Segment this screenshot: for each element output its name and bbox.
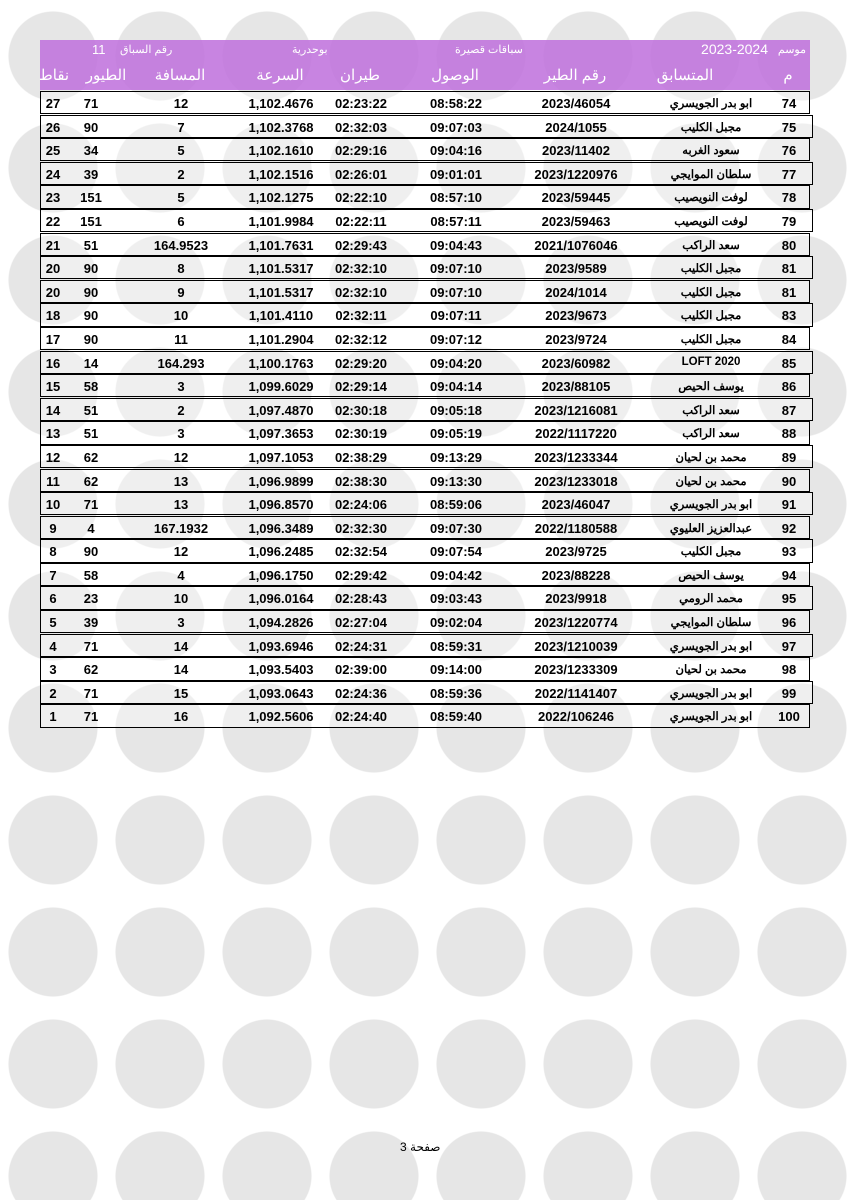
cell-points: 17 [45,331,61,347]
cell-points: 10 [45,497,61,513]
results-table [40,91,810,728]
cell-points: 16 [45,355,61,371]
cell-distance: 164.9523 [153,237,209,253]
cell-arrival: 09:07:03 [429,119,483,135]
cell-flight: 02:26:01 [334,166,388,182]
cell-ring: 2023/46047 [541,497,611,513]
cell-points: 7 [49,567,57,583]
cell-arrival: 09:07:10 [429,261,483,277]
cell-name: محمد الرومي [679,593,743,606]
cell-speed: 1,096.2485 [248,544,314,560]
cell-name: عبدالعزيز العليوي [669,522,753,535]
cell-name: مجبل الكليب [680,263,742,276]
cell-name: سلطان الموايجي [670,168,752,181]
cell-speed: 1,096.3489 [248,520,314,536]
table-row [40,115,813,138]
cell-flight: 02:24:06 [334,497,388,513]
table-row [40,657,810,680]
cell-birds: 51 [83,402,99,418]
cell-speed: 1,096.9899 [248,473,314,489]
cell-rank: 94 [781,567,797,583]
cell-ring: 2022/1117220 [535,426,617,442]
cell-distance: 6 [177,213,185,229]
cell-birds: 71 [83,709,99,725]
cell-distance: 3 [177,615,185,631]
cell-speed: 1,101.4110 [248,308,314,324]
cell-speed: 1,096.8570 [248,497,314,513]
cell-arrival: 09:05:19 [429,426,483,442]
cell-rank: 85 [781,355,797,371]
cell-arrival: 09:05:18 [429,402,483,418]
cell-rank: 97 [781,638,797,654]
cell-distance: 5 [177,190,185,206]
cell-distance: 13 [173,497,189,513]
cell-points: 11 [46,473,60,489]
table-header [40,40,810,90]
cell-rank: 90 [781,473,797,489]
cell-rank: 87 [781,402,797,418]
cell-birds: 4 [87,520,95,536]
cell-distance: 12 [173,96,189,111]
table-row [40,469,810,492]
cell-speed: 1,096.0164 [248,591,314,607]
cell-speed: 1,094.2826 [248,615,314,631]
cell-distance: 14 [173,638,189,654]
cell-birds: 62 [83,473,99,489]
cell-flight: 02:39:00 [334,662,388,678]
cell-ring: 2023/9724 [545,331,607,347]
cell-birds: 23 [83,591,99,607]
cell-name: محمد بن لحيان [675,451,747,464]
cell-rank: 83 [781,308,797,324]
cell-distance: 12 [173,544,189,560]
cell-arrival: 08:57:11 [430,213,482,229]
cell-ring: 2022/106246 [538,709,614,725]
cell-distance: 3 [177,379,185,395]
cell-flight: 02:29:20 [334,355,388,371]
cell-points: 12 [45,449,61,465]
cell-rank: 78 [781,190,797,206]
cell-arrival: 09:04:43 [429,237,483,253]
cell-points: 20 [45,284,61,300]
cell-ring: 2023/1210039 [534,638,618,654]
cell-flight: 02:22:11 [335,213,387,229]
cell-distance: 7 [177,119,185,135]
cell-speed: 1,096.1750 [248,567,314,583]
table-row [40,492,813,515]
cell-distance: 2 [177,166,185,182]
table-row [40,209,813,232]
season-label: موسم [777,44,806,56]
cell-flight: 02:29:16 [334,143,388,159]
cell-speed: 1,093.6946 [248,638,314,654]
cell-flight: 02:38:29 [334,449,388,465]
cell-rank: 93 [781,544,797,560]
cell-ring: 2023/9589 [545,261,607,277]
cell-speed: 1,097.1053 [248,449,314,465]
cell-speed: 1,100.1763 [248,355,314,371]
cell-ring: 2023/1220976 [534,166,618,182]
cell-points: 14 [45,402,61,418]
cell-points: 23 [45,190,61,206]
cell-rank: 98 [781,662,797,678]
cell-points: 13 [45,426,61,442]
cell-birds: 71 [83,497,99,513]
cell-birds: 39 [83,166,99,182]
cell-distance: 12 [173,449,189,465]
cell-rank: 96 [781,615,797,631]
cell-name: محمد بن لحيان [675,475,747,488]
cell-distance: 11 [174,331,188,347]
cell-speed: 1,102.3768 [248,119,314,135]
cell-ring: 2023/1220774 [534,615,618,631]
col-flight: طيران [340,67,380,84]
cell-rank: 79 [781,213,797,229]
race-number-label: رقم السباق [120,44,173,56]
col-birds: الطيور [85,67,127,84]
cell-points: 4 [49,638,57,654]
cell-flight: 02:32:10 [334,261,388,277]
cell-speed: 1,101.2904 [248,331,314,347]
cell-arrival: 09:04:42 [429,567,483,583]
cell-arrival: 08:59:36 [429,685,483,701]
cell-ring: 2023/1233344 [534,449,618,465]
cell-ring: 2023/1216081 [534,402,618,418]
cell-rank: 81 [781,261,797,277]
table-row [40,91,810,114]
cell-speed: 1,099.6029 [248,379,314,395]
cell-arrival: 09:13:30 [429,473,483,489]
cell-ring: 2023/59463 [541,213,611,229]
cell-arrival: 09:07:54 [429,544,483,560]
cell-birds: 58 [83,567,99,583]
cell-distance: 16 [173,709,189,725]
cell-speed: 1,092.5606 [248,709,314,725]
cell-points: 9 [49,520,57,536]
cell-name: سعود الغربه [682,145,740,158]
cell-name: يوسف الحيص [678,569,744,582]
cell-flight: 02:27:04 [334,615,388,631]
col-arrival: الوصول [431,67,479,84]
cell-speed: 1,093.0643 [248,685,314,701]
cell-flight: 02:22:10 [334,190,388,206]
cell-points: 5 [49,615,57,631]
cell-speed: 1,102.1516 [248,166,314,182]
cell-arrival: 09:03:43 [429,591,483,607]
cell-ring: 2023/11402 [542,143,610,159]
cell-points: 6 [49,591,57,607]
cell-points: 1 [49,709,57,725]
cell-speed: 1,101.7631 [248,237,314,253]
cell-name: LOFT 2020 [681,355,741,368]
cell-birds: 51 [83,237,99,253]
cell-arrival: 09:04:20 [429,355,483,371]
cell-arrival: 09:04:16 [429,143,483,159]
cell-ring: 2022/1180588 [534,520,618,536]
cell-distance: 15 [173,685,189,701]
cell-ring: 2023/9725 [545,544,607,560]
page-number: صفحة 3 [400,1140,441,1154]
cell-name: سعد الراكب [682,428,740,441]
cell-speed: 1,101.5317 [248,284,314,300]
cell-ring: 2023/60982 [541,355,611,371]
cell-rank: 80 [781,237,797,253]
cell-ring: 2024/1055 [545,119,607,135]
cell-flight: 02:28:43 [334,591,388,607]
cell-distance: 3 [177,426,185,442]
cell-ring: 2023/1233309 [534,662,618,678]
cell-name: سعد الراكب [682,239,740,252]
cell-birds: 71 [83,638,99,654]
cell-flight: 02:32:54 [334,544,388,560]
table-row [40,185,810,208]
cell-arrival: 09:02:04 [429,615,483,631]
col-distance: المسافة [154,67,206,84]
cell-speed: 1,102.1275 [248,190,314,206]
cell-points: 3 [49,662,57,678]
cell-name: مجبل الكليب [680,546,742,559]
table-row [40,327,810,350]
cell-name: مجبل الكليب [680,286,742,299]
cell-distance: 5 [177,143,185,159]
table-row [40,704,810,727]
cell-birds: 90 [83,544,99,560]
cell-arrival: 09:07:11 [430,308,482,324]
col-rank: م [783,67,793,84]
table-row [40,539,813,562]
cell-birds: 39 [83,615,99,631]
table-row [40,303,813,326]
cell-name: ابو بدر الجويسري [669,640,753,653]
cell-arrival: 09:07:10 [429,284,483,300]
cell-distance: 164.293 [157,355,205,371]
cell-birds: 14 [83,355,99,371]
cell-rank: 91 [781,497,797,513]
cell-name: مجبل الكليب [680,310,742,323]
cell-flight: 02:29:43 [334,237,388,253]
cell-birds: 71 [83,685,99,701]
cell-arrival: 09:13:29 [429,449,483,465]
cell-ring: 2024/1014 [545,284,607,300]
cell-birds: 151 [80,213,102,229]
cell-speed: 1,093.5403 [248,662,314,678]
cell-name: محمد بن لحيان [675,664,747,677]
table-row [40,162,813,185]
cell-name: ابو بدر الجويسري [669,711,753,724]
cell-name: سلطان الموايجي [670,617,752,630]
cell-arrival: 09:04:14 [429,379,483,395]
table-row [40,681,813,704]
cell-distance: 4 [177,567,185,583]
cell-points: 18 [45,308,61,324]
cell-ring: 2023/1233018 [534,473,618,489]
cell-flight: 02:30:19 [334,426,388,442]
cell-points: 24 [45,166,61,182]
cell-birds: 62 [83,449,99,465]
cell-speed: 1,101.9984 [248,213,314,229]
cell-distance: 9 [177,284,185,300]
cell-ring: 2022/1141407 [534,685,618,701]
cell-flight: 02:32:11 [335,308,387,324]
cell-flight: 02:29:42 [334,567,388,583]
cell-distance: 14 [173,662,189,678]
col-ring: رقم الطير [543,67,607,84]
col-speed: السرعة [256,67,304,84]
table-row [40,374,810,397]
cell-points: 26 [45,119,61,135]
cell-name: يوسف الحيص [678,381,744,394]
cell-name: ابو بدر الجويسري [669,499,753,512]
table-row [40,563,810,586]
cell-name: سعد الراكب [682,404,740,417]
cell-speed: 1,097.3653 [248,426,314,442]
cell-flight: 02:29:14 [334,379,388,395]
table-row [40,280,810,303]
cell-arrival: 09:07:12 [429,331,483,347]
cell-rank: 92 [781,520,797,536]
cell-flight: 02:23:22 [334,96,388,111]
cell-ring: 2023/9918 [545,591,607,607]
cell-rank: 86 [781,379,797,395]
cell-birds: 90 [83,284,99,300]
cell-ring: 2023/59445 [541,190,611,206]
table-row [40,256,813,279]
cell-birds: 58 [83,379,99,395]
cell-rank: 84 [781,331,797,347]
cell-flight: 02:32:30 [334,520,388,536]
table-row [40,445,813,468]
cell-rank: 95 [781,591,797,607]
cell-distance: 167.1932 [153,520,209,536]
cell-rank: 89 [781,449,797,465]
cell-speed: 1,101.5317 [248,261,314,277]
cell-arrival: 08:59:40 [429,709,483,725]
cell-birds: 151 [80,190,102,206]
cell-points: 27 [45,96,61,111]
cell-ring: 2023/9673 [545,308,607,324]
cell-distance: 10 [173,308,189,324]
cell-birds: 90 [83,261,99,277]
location: بوحدرية [292,44,328,56]
cell-points: 8 [49,544,57,560]
cell-rank: 88 [781,426,797,442]
table-row [40,634,813,657]
cell-name: ابو بدر الجويسري [669,98,753,110]
table-row [40,398,813,421]
cell-arrival: 09:14:00 [429,662,483,678]
cell-flight: 02:32:12 [334,331,388,347]
cell-points: 25 [45,143,61,159]
cell-arrival: 09:01:01 [429,166,483,182]
cell-flight: 02:24:40 [334,709,388,725]
cell-arrival: 08:59:06 [429,497,483,513]
cell-points: 20 [45,261,61,277]
season: 2023-2024 [701,41,768,57]
cell-name: لوفت النويصيب [674,192,748,205]
cell-flight: 02:24:31 [334,638,388,654]
race-type: سباقات قصيرة [455,44,523,56]
table-row [40,351,813,374]
table-row [40,610,810,633]
cell-rank: 100 [778,709,800,725]
cell-flight: 02:32:10 [334,284,388,300]
cell-flight: 02:38:30 [334,473,388,489]
cell-birds: 90 [83,308,99,324]
cell-speed: 1,102.4676 [248,96,314,111]
cell-ring: 2021/1076046 [534,237,618,253]
cell-name: ابو بدر الجويسري [669,687,753,700]
cell-ring: 2023/46054 [541,96,611,111]
cell-flight: 02:32:03 [334,119,388,135]
cell-rank: 81 [781,284,797,300]
cell-name: مجبل الكليب [680,121,742,134]
cell-flight: 02:24:36 [334,685,388,701]
cell-ring: 2023/88228 [541,567,611,583]
cell-distance: 2 [177,402,185,418]
cell-birds: 90 [83,119,99,135]
cell-rank: 77 [781,166,797,182]
table-row [40,586,813,609]
cell-speed: 1,097.4870 [248,402,314,418]
cell-distance: 13 [173,473,189,489]
cell-birds: 34 [83,143,99,159]
cell-points: 2 [49,685,57,701]
cell-flight: 02:30:18 [334,402,388,418]
cell-points: 22 [45,213,61,229]
cell-arrival: 08:58:22 [429,96,483,111]
cell-arrival: 08:59:31 [429,638,483,654]
cell-arrival: 08:57:10 [429,190,483,206]
race-number: 11 [92,42,106,57]
table-row [40,233,810,256]
table-row [40,421,810,444]
cell-birds: 90 [83,331,99,347]
cell-speed: 1,102.1610 [248,143,314,159]
col-points: نقاط [38,67,70,84]
cell-name: لوفت النويصيب [674,215,748,228]
cell-rank: 76 [781,143,797,159]
cell-birds: 51 [83,426,99,442]
table-row [40,516,810,539]
cell-points: 15 [45,379,61,395]
cell-rank: 99 [781,685,797,701]
table-row [40,138,810,161]
cell-points: 21 [45,237,61,253]
cell-ring: 2023/88105 [541,379,611,395]
cell-distance: 8 [177,261,185,277]
cell-birds: 71 [83,96,99,111]
cell-arrival: 09:07:30 [429,520,483,536]
cell-distance: 10 [173,591,189,607]
col-name: المتسابق [656,67,714,84]
cell-birds: 62 [83,662,99,678]
cell-rank: 75 [781,119,797,135]
cell-rank: 74 [781,96,797,111]
cell-name: مجبل الكليب [680,333,742,346]
